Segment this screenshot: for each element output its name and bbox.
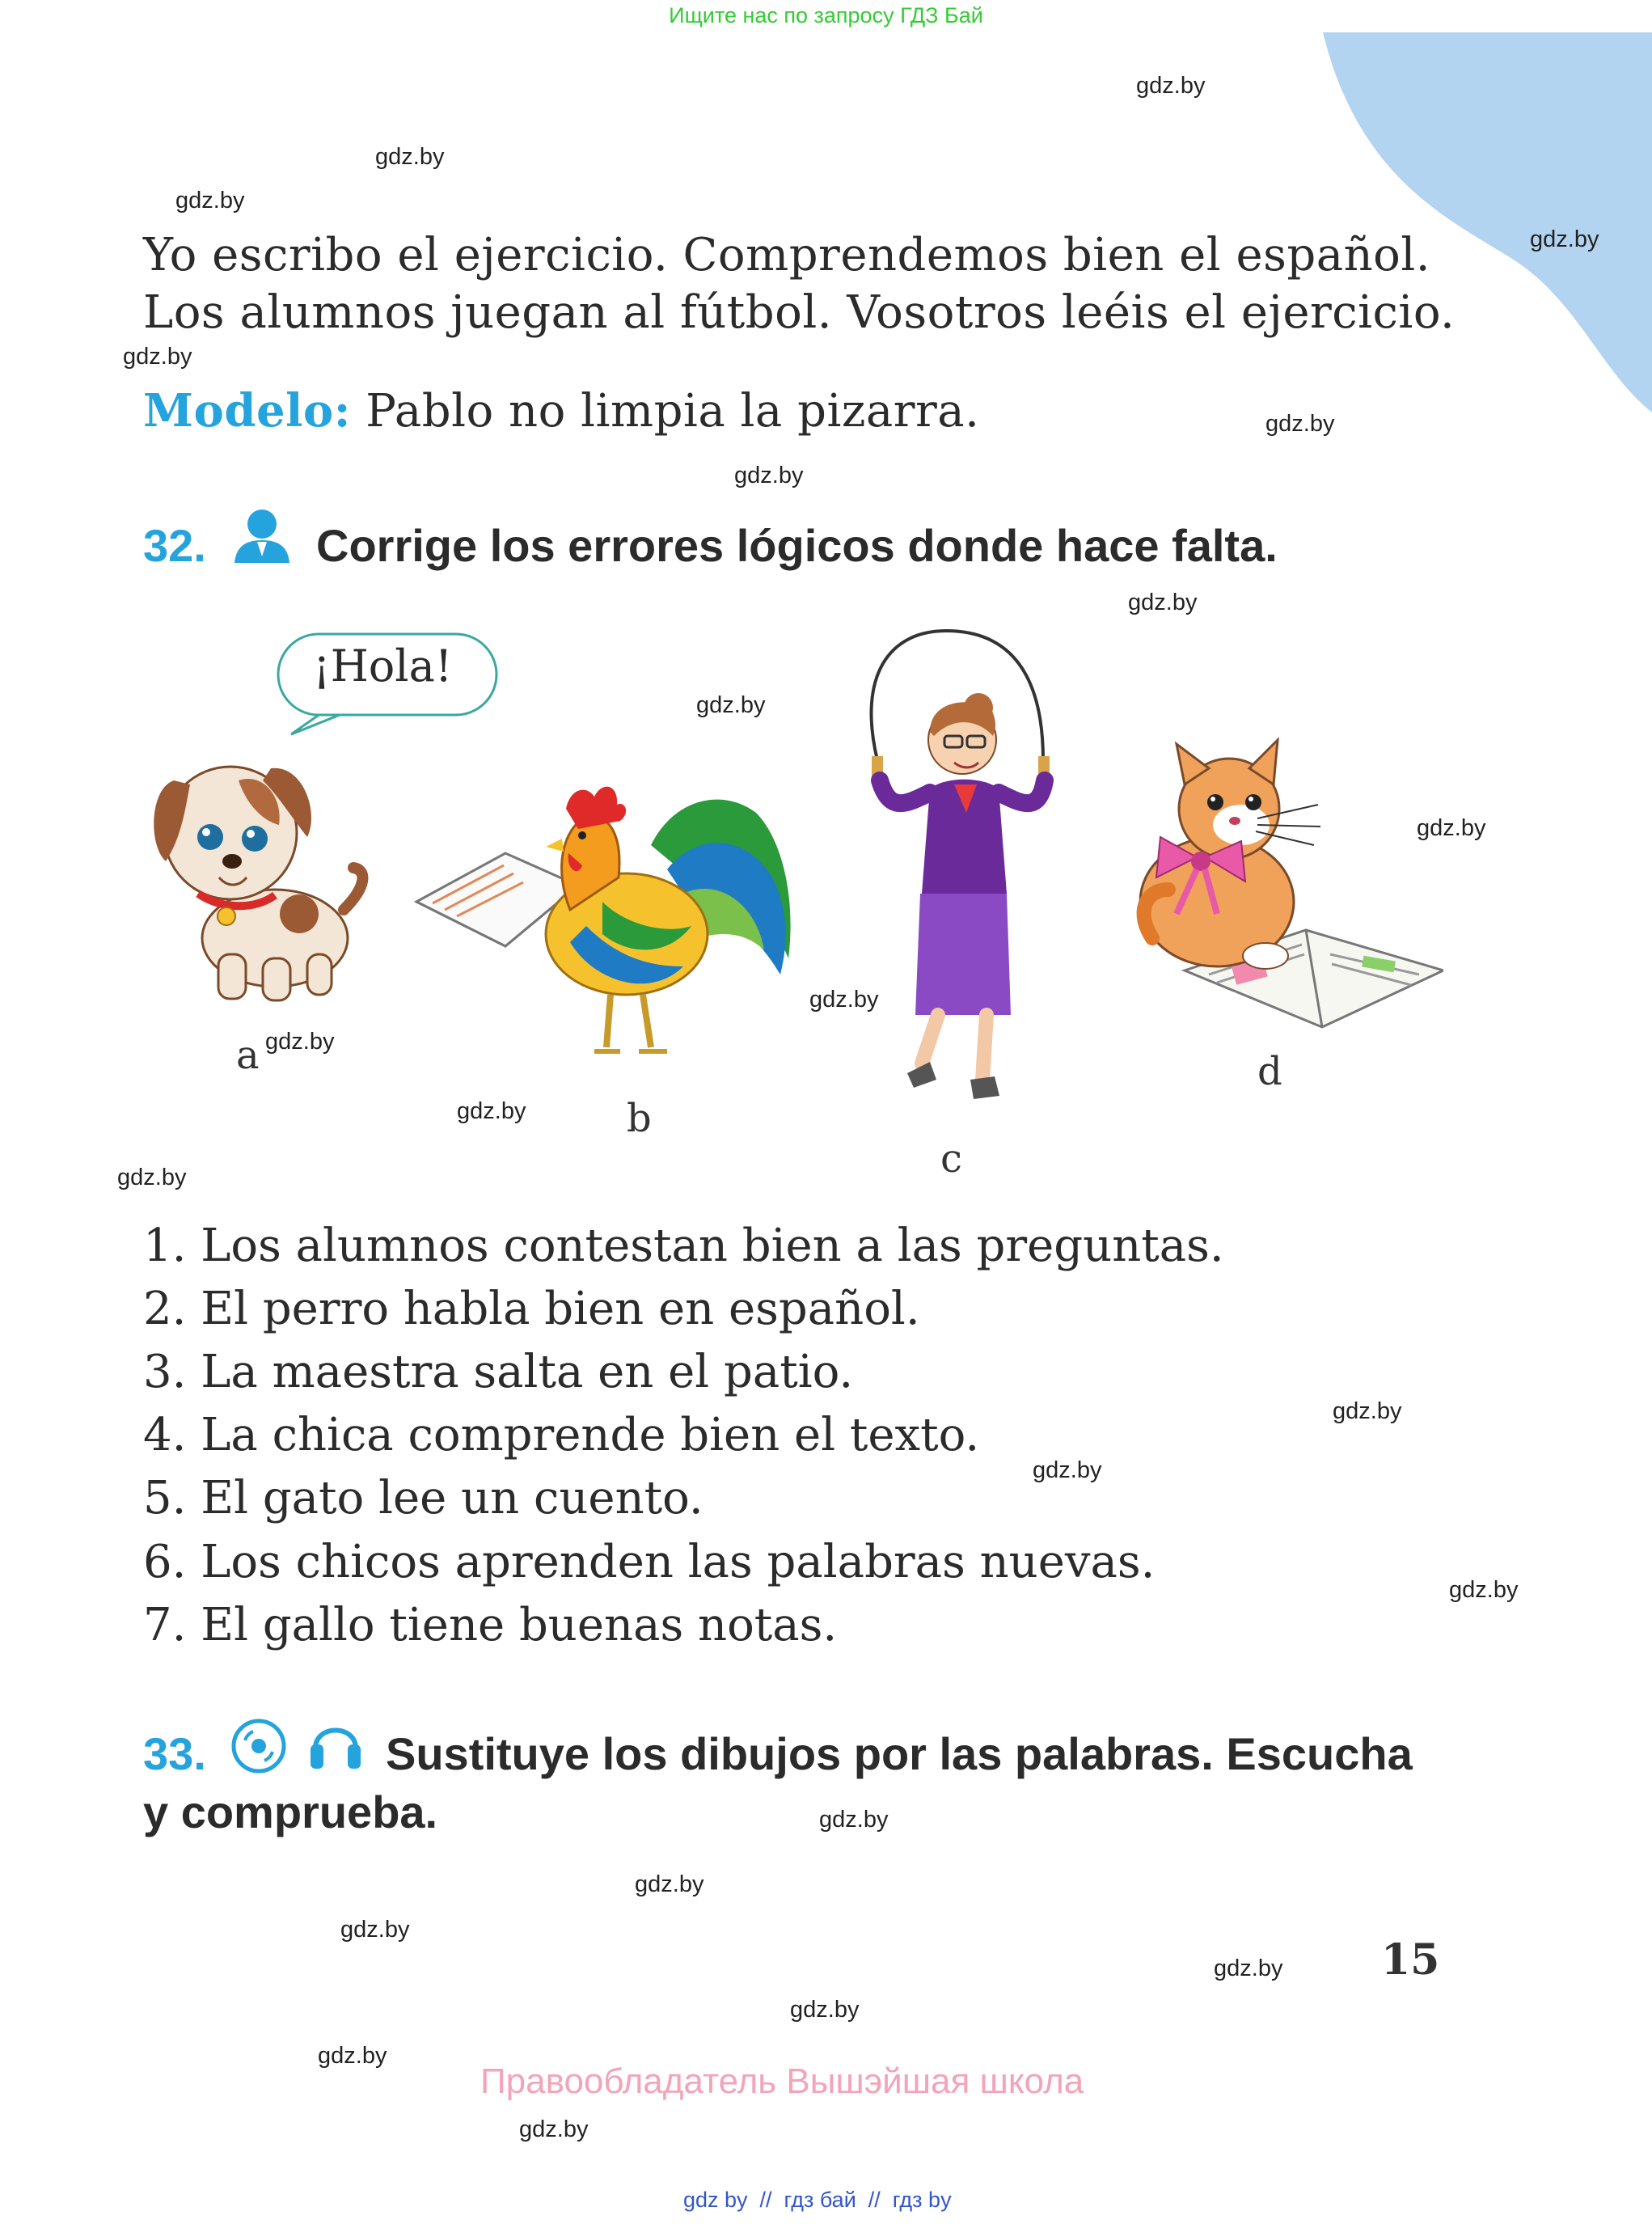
person-icon bbox=[230, 506, 294, 564]
exercise-title: Sustituye los dibujos por las palabras. Escucha bbox=[386, 1728, 1413, 1779]
teacher-picture bbox=[841, 627, 1067, 1112]
watermark: gdz.by bbox=[819, 1807, 889, 1833]
picture-label-c: c bbox=[940, 1136, 962, 1182]
list-item: 2. El perro habla bien en español. bbox=[143, 1283, 920, 1335]
watermark: gdz.by bbox=[1333, 1398, 1402, 1424]
watermark: gdz.by bbox=[123, 344, 192, 370]
watermark: gdz.by bbox=[340, 1917, 410, 1943]
model-line bbox=[143, 384, 979, 438]
list-item: 5. El gato lee un cuento. bbox=[143, 1472, 703, 1524]
speech-text: ¡Hola! bbox=[313, 641, 453, 691]
watermark: gdz.by bbox=[1136, 73, 1206, 99]
top-banner: Ищите нас по запросу ГДЗ Бай bbox=[669, 3, 983, 27]
exercise-number: 33. bbox=[143, 1728, 206, 1779]
model-text: Pablo no limpia la pizarra. bbox=[365, 385, 980, 438]
watermark: gdz.by bbox=[809, 987, 879, 1013]
watermark: gdz.by bbox=[519, 2116, 589, 2142]
watermark: gdz.by bbox=[1128, 590, 1198, 615]
exercise-title: Corrige los errores lógicos donde hace falta. bbox=[316, 520, 1278, 571]
rooster-picture bbox=[408, 780, 809, 1068]
footer-links: gdz by // гдз бай // гдз by bbox=[683, 2188, 952, 2212]
watermark: gdz.by bbox=[375, 144, 445, 170]
watermark: gdz.by bbox=[175, 188, 245, 214]
list-item: 1. Los alumnos contestan bien a las preguntas. bbox=[143, 1220, 1224, 1272]
watermark: gdz.by bbox=[635, 1871, 704, 1897]
watermark: gdz.by bbox=[1449, 1577, 1519, 1603]
list-item: 4. La chica comprende bien el texto. bbox=[143, 1409, 980, 1461]
exercise-number: 32. bbox=[143, 520, 206, 571]
watermark: gdz.by bbox=[117, 1165, 187, 1190]
watermark: gdz.by bbox=[790, 1997, 860, 2023]
watermark: gdz.by bbox=[1214, 1956, 1283, 1981]
picture-label-d: d bbox=[1257, 1049, 1282, 1094]
watermark: gdz.by bbox=[265, 1029, 335, 1055]
watermark: gdz.by bbox=[1417, 815, 1486, 841]
intro-line: Yo escribo el ejercicio. Comprendemos bien el español. bbox=[143, 229, 1431, 281]
model-label: Modelo: bbox=[143, 384, 351, 438]
watermark: gdz.by bbox=[696, 692, 766, 718]
watermark: gdz.by bbox=[734, 463, 804, 488]
copyright-note: Правообладатель Вышэйшая школа bbox=[480, 2061, 1084, 2101]
watermark: gdz.by bbox=[457, 1098, 526, 1124]
headphones-icon bbox=[307, 1712, 364, 1777]
watermark: gdz.by bbox=[1530, 226, 1599, 252]
corner-decoration bbox=[1310, 32, 1652, 412]
picture-label-a: a bbox=[236, 1033, 260, 1078]
cd-icon bbox=[230, 1718, 287, 1774]
watermark: gdz.by bbox=[1033, 1457, 1102, 1483]
watermark: gdz.by bbox=[1265, 411, 1335, 437]
cat-picture bbox=[1120, 728, 1443, 1035]
page-number: 15 bbox=[1381, 1935, 1440, 1985]
list-item: 7. El gallo tiene buenas notas. bbox=[143, 1599, 838, 1651]
intro-line: Los alumnos juegan al fútbol. Vosotros leéis el ejercicio. bbox=[143, 286, 1456, 339]
picture-label-b: b bbox=[627, 1096, 652, 1141]
list-item: 3. La maestra salta en el patio. bbox=[143, 1346, 854, 1398]
watermark: gdz.by bbox=[318, 2043, 387, 2069]
list-item: 6. Los chicos aprenden las palabras nuevas. bbox=[143, 1536, 1156, 1588]
puppy-picture bbox=[142, 748, 372, 1007]
exercise-title-continued: y comprueba. bbox=[143, 1786, 438, 1837]
